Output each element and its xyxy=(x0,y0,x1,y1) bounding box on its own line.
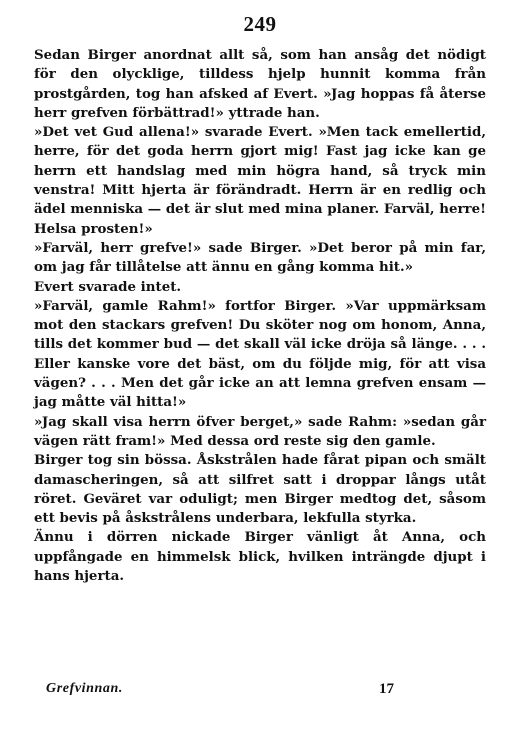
paragraph: Sedan Birger anordnat allt så, som han ansåg det nödigt för den olycklige, tilldess hjelp hunnit komma från prostgården, tog han afsked af Evert. »Jag hoppas få återse herr grefven förbättrad!» yttrade han. xyxy=(34,47,486,121)
paragraph: Birger tog sin bössa. Åskstrålen hade fårat pipan och smält damascheringen, så att silfret satt i droppar långs utåt röret. Geväret var oduligt; men Birger medtog det, såsom ett bevis på åskstrålens underbara, lekfulla styrka. xyxy=(34,452,486,527)
paragraph: »Jag skall visa herrn öfver berget,» sade Rahm: »sedan går vägen rätt fram!» Med dessa ord reste sig den gamle. xyxy=(34,413,486,449)
paragraph: »Farväl, gamle Rahm!» fortfor Birger. »Var uppmärksam mot den stackars grefven! Du sköter nog om honom, Anna, tills det kommer bud — det skall väl icke dröja så länge. . . . Eller kanske vore det bäst, om du följde mig, för att visa vägen? . . . Men det går icke an att lemna grefven ensam — jag måtte väl hitta!» xyxy=(34,297,486,411)
paragraph: »Det vet Gud allena!» svarade Evert. »Men tack emellertid, herre, för det goda herrn gjort mig! Fast jag icke kan ge herrn ett handslag med min högra hand, så tryck min venstra! Mitt hjerta är förändradt. Herrn är en redlig och ädel menniska — det är slut med mina planer. Farväl, herre! Helsa prosten!» xyxy=(34,124,486,237)
body-text xyxy=(34,46,486,586)
sheet-number: 17 xyxy=(379,681,394,697)
signature-mark: Grefvinnan. xyxy=(46,681,123,696)
page-footer xyxy=(34,681,394,701)
page-number: 249 xyxy=(243,12,277,36)
paragraph: Evert svarade intet. xyxy=(34,278,182,295)
paragraph: Ännu i dörren nickade Birger vänligt åt Anna, och uppfångade en himmelsk blick, hvilken inträngde djupt i hans hjerta. xyxy=(34,529,486,585)
paragraph: »Farväl, herr grefve!» sade Birger. »Det beror på min far, om jag får tillåtelse att ännu en gång komma hit.» xyxy=(34,239,486,276)
